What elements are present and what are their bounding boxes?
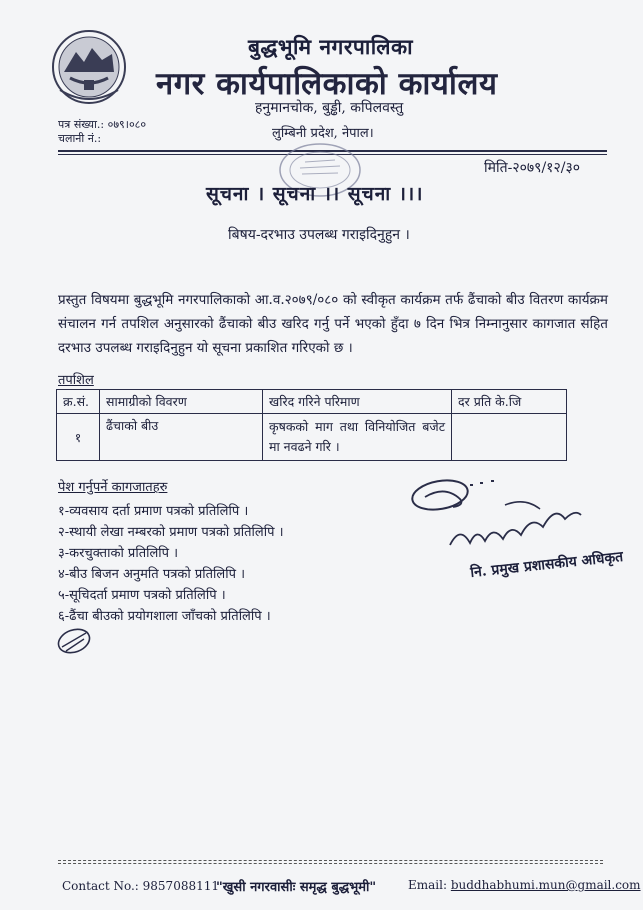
government-emblem-icon xyxy=(50,28,128,106)
municipality-name: बुद्धभूमि नगरपालिका xyxy=(248,34,414,59)
officer-designation-stamp: नि. प्रमुख प्रशासकीय अधिकृत xyxy=(469,549,624,581)
initial-mark-icon xyxy=(54,625,94,657)
document-item: ६-ढैंचा बीउको प्रयोगशाला जाँचको प्रतिलिपि । xyxy=(58,609,271,624)
notice-subject: बिषय-दरभाउ उपलब्ध गराइदिनुहुन । xyxy=(228,227,410,243)
table-header: खरिद गरिने परिमाण xyxy=(263,390,452,414)
footer-divider xyxy=(58,860,603,861)
table-cell xyxy=(452,414,567,461)
details-table xyxy=(56,389,567,461)
dispatch-number: चलानी नं.: xyxy=(58,132,102,145)
table-cell: १ xyxy=(57,414,100,461)
municipality-slogan: "खुसी नगरवासीः समृद्ध बुद्धभूमी" xyxy=(216,880,377,895)
notice-heading: सूचना । सूचना ।। सूचना ।।। xyxy=(206,183,424,205)
document-item: २-स्थायी लेखा नम्बरको प्रमाण पत्रको प्रतिलिपि । xyxy=(58,525,284,540)
email-link[interactable]: buddhabhumi.mun@gmail.com xyxy=(450,878,641,892)
table-cell: कृषकको माग तथा विनियोजित बजेट मा नवढने गरि । xyxy=(263,414,452,461)
table-header: दर प्रति के.जि xyxy=(452,390,567,414)
details-label: तपशिल xyxy=(58,373,94,388)
table-header-row xyxy=(57,390,567,414)
document-item: ३-करचुक्ताको प्रतिलिपि । xyxy=(58,546,179,561)
document-item: ५-सूचिदर्ता प्रमाण पत्रको प्रतिलिपि । xyxy=(58,588,226,603)
office-address: हनुमानचोक, बुड्ढी, कपिलवस्तु xyxy=(255,100,404,116)
document-item: ४-बीउ बिजन अनुमति पत्रको प्रतिलिपि । xyxy=(58,567,246,582)
contact-number: Contact No.: 9857088111 xyxy=(62,879,220,893)
documents-heading: पेश गर्नुपर्ने कागजातहरु xyxy=(58,480,168,495)
reference-number: पत्र संख्या.: ०७९।०८० xyxy=(58,118,147,131)
document-item: १-व्यवसाय दर्ता प्रमाण पत्रको प्रतिलिपि । xyxy=(58,504,249,519)
office-title: नगर कार्यपालिकाको कार्यालय xyxy=(156,66,498,102)
office-province: लुम्बिनी प्रदेश, नेपाल। xyxy=(272,126,374,141)
table-row xyxy=(57,414,567,461)
table-header: क्र.सं. xyxy=(57,390,100,414)
email-label: Email: xyxy=(408,878,448,892)
email-block xyxy=(408,878,641,892)
notice-date: मिति-२०७९/१२/३० xyxy=(484,160,581,176)
notice-body: प्रस्तुत विषयमा बुद्धभूमि नगरपालिकाको आ.व.२०७९/०८० को स्वीकृत कार्यक्रम तर्फ ढैंचाको बीउ वितरण कार्यक्रम संचालन गर्न तपशिल अनुसारको ढैंचाको बीउ खरिद गर्नु पर्ने भएको हुँदा ७ दिन भित्र निम्नानुसार कागजात सहित दरभाउ उपलब्ध गराइदिनुहुन यो सूचना प्रकाशित गरिएको छ । xyxy=(58,292,608,356)
table-cell: ढैंचाको बीउ xyxy=(100,414,263,461)
handwritten-signature-icon xyxy=(405,465,585,560)
footer-divider xyxy=(58,863,603,864)
table-header: सामाग्रीको विवरण xyxy=(100,390,263,414)
